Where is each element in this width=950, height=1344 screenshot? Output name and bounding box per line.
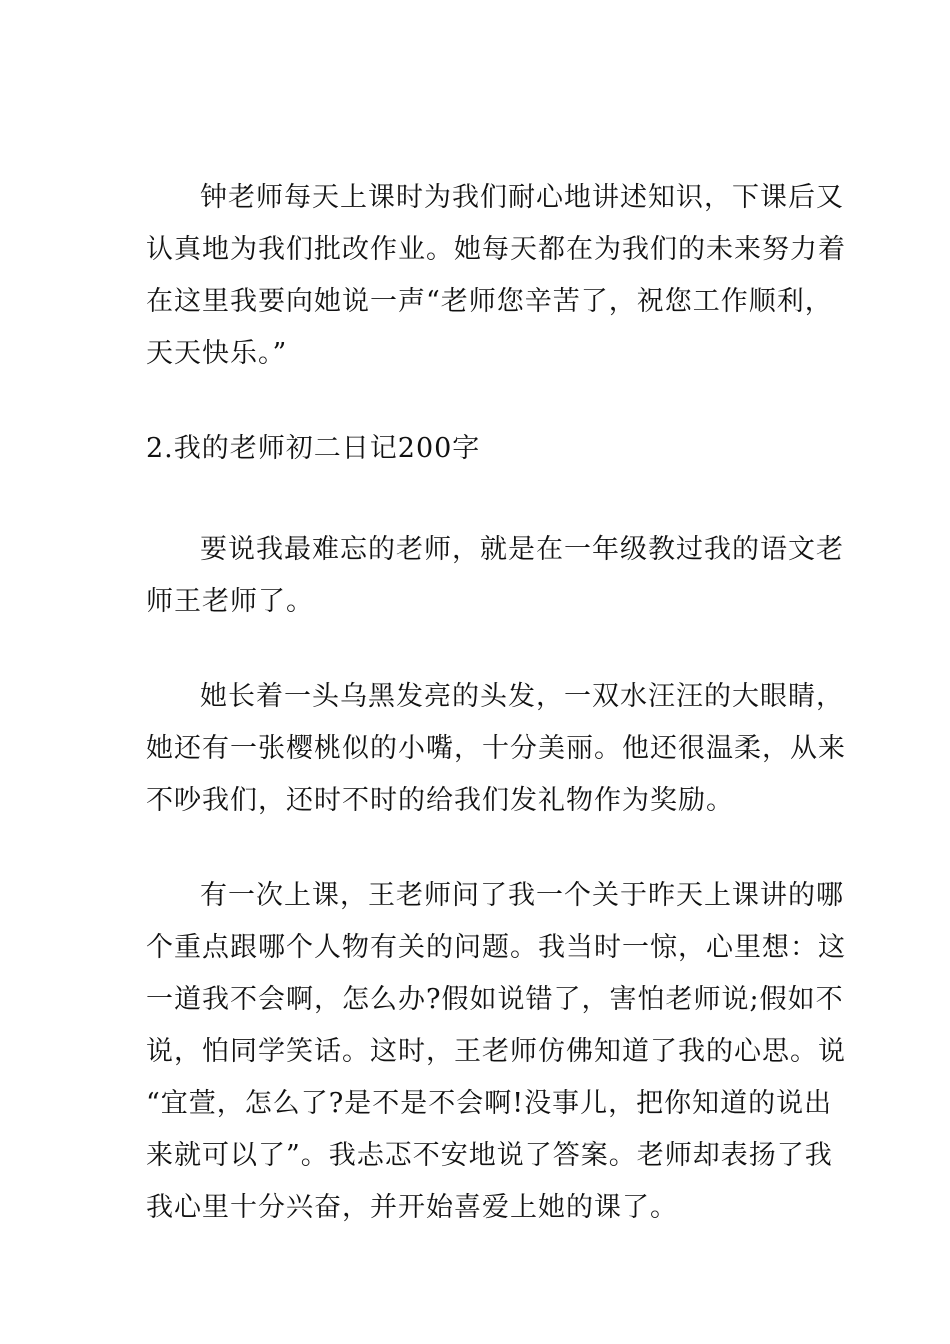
text-line: 她还有一张樱桃似的小嘴，十分美丽。他还很温柔，从来 [146, 733, 846, 764]
text-line: 她长着一头乌黑发亮的头发，一双水汪汪的大眼睛， [200, 681, 844, 712]
text-line: 认真地为我们批改作业。她每天都在为我们的未来努力着 [146, 234, 846, 265]
section-heading [146, 423, 816, 475]
text-line: 不吵我们，还时不时的给我们发礼物作为奖励。 [146, 785, 734, 816]
text-line: 有一次上课，王老师问了我一个关于昨天上课讲的哪 [200, 880, 844, 911]
text-line: 说，怕同学笑话。这时，王老师仿佛知道了我的心思。说 [146, 1036, 846, 1067]
heading-text: 2.我的老师初二日记200字 [146, 433, 481, 464]
text-line: 来就可以了”。我忐忑不安地说了答案。老师却表扬了我 [146, 1140, 833, 1171]
text-line: 师王老师了。 [146, 586, 314, 617]
text-line: 天天快乐。” [146, 338, 288, 369]
paragraph-teacher-zhong [146, 172, 846, 380]
text-line: “宜萱，怎么了?是不是不会啊!没事儿，把你知道的说出 [146, 1088, 833, 1119]
text-line: 一道我不会啊，怎么办?假如说错了，害怕老师说;假如不 [146, 984, 844, 1015]
text-line: 个重点跟哪个人物有关的问题。我当时一惊，心里想：这 [146, 932, 846, 963]
text-line: 在这里我要向她说一声“老师您辛苦了，祝您工作顺利， [146, 286, 833, 317]
text-line: 我心里十分兴奋，并开始喜爱上她的课了。 [146, 1192, 678, 1223]
paragraph-appearance [146, 671, 846, 827]
paragraph-most-memorable [146, 524, 844, 628]
text-line: 要说我最难忘的老师，就是在一年级教过我的语文老 [200, 534, 844, 565]
text-line: 钟老师每天上课时为我们耐心地讲述知识，下课后又 [200, 182, 844, 213]
paragraph-class-story [146, 870, 846, 1234]
